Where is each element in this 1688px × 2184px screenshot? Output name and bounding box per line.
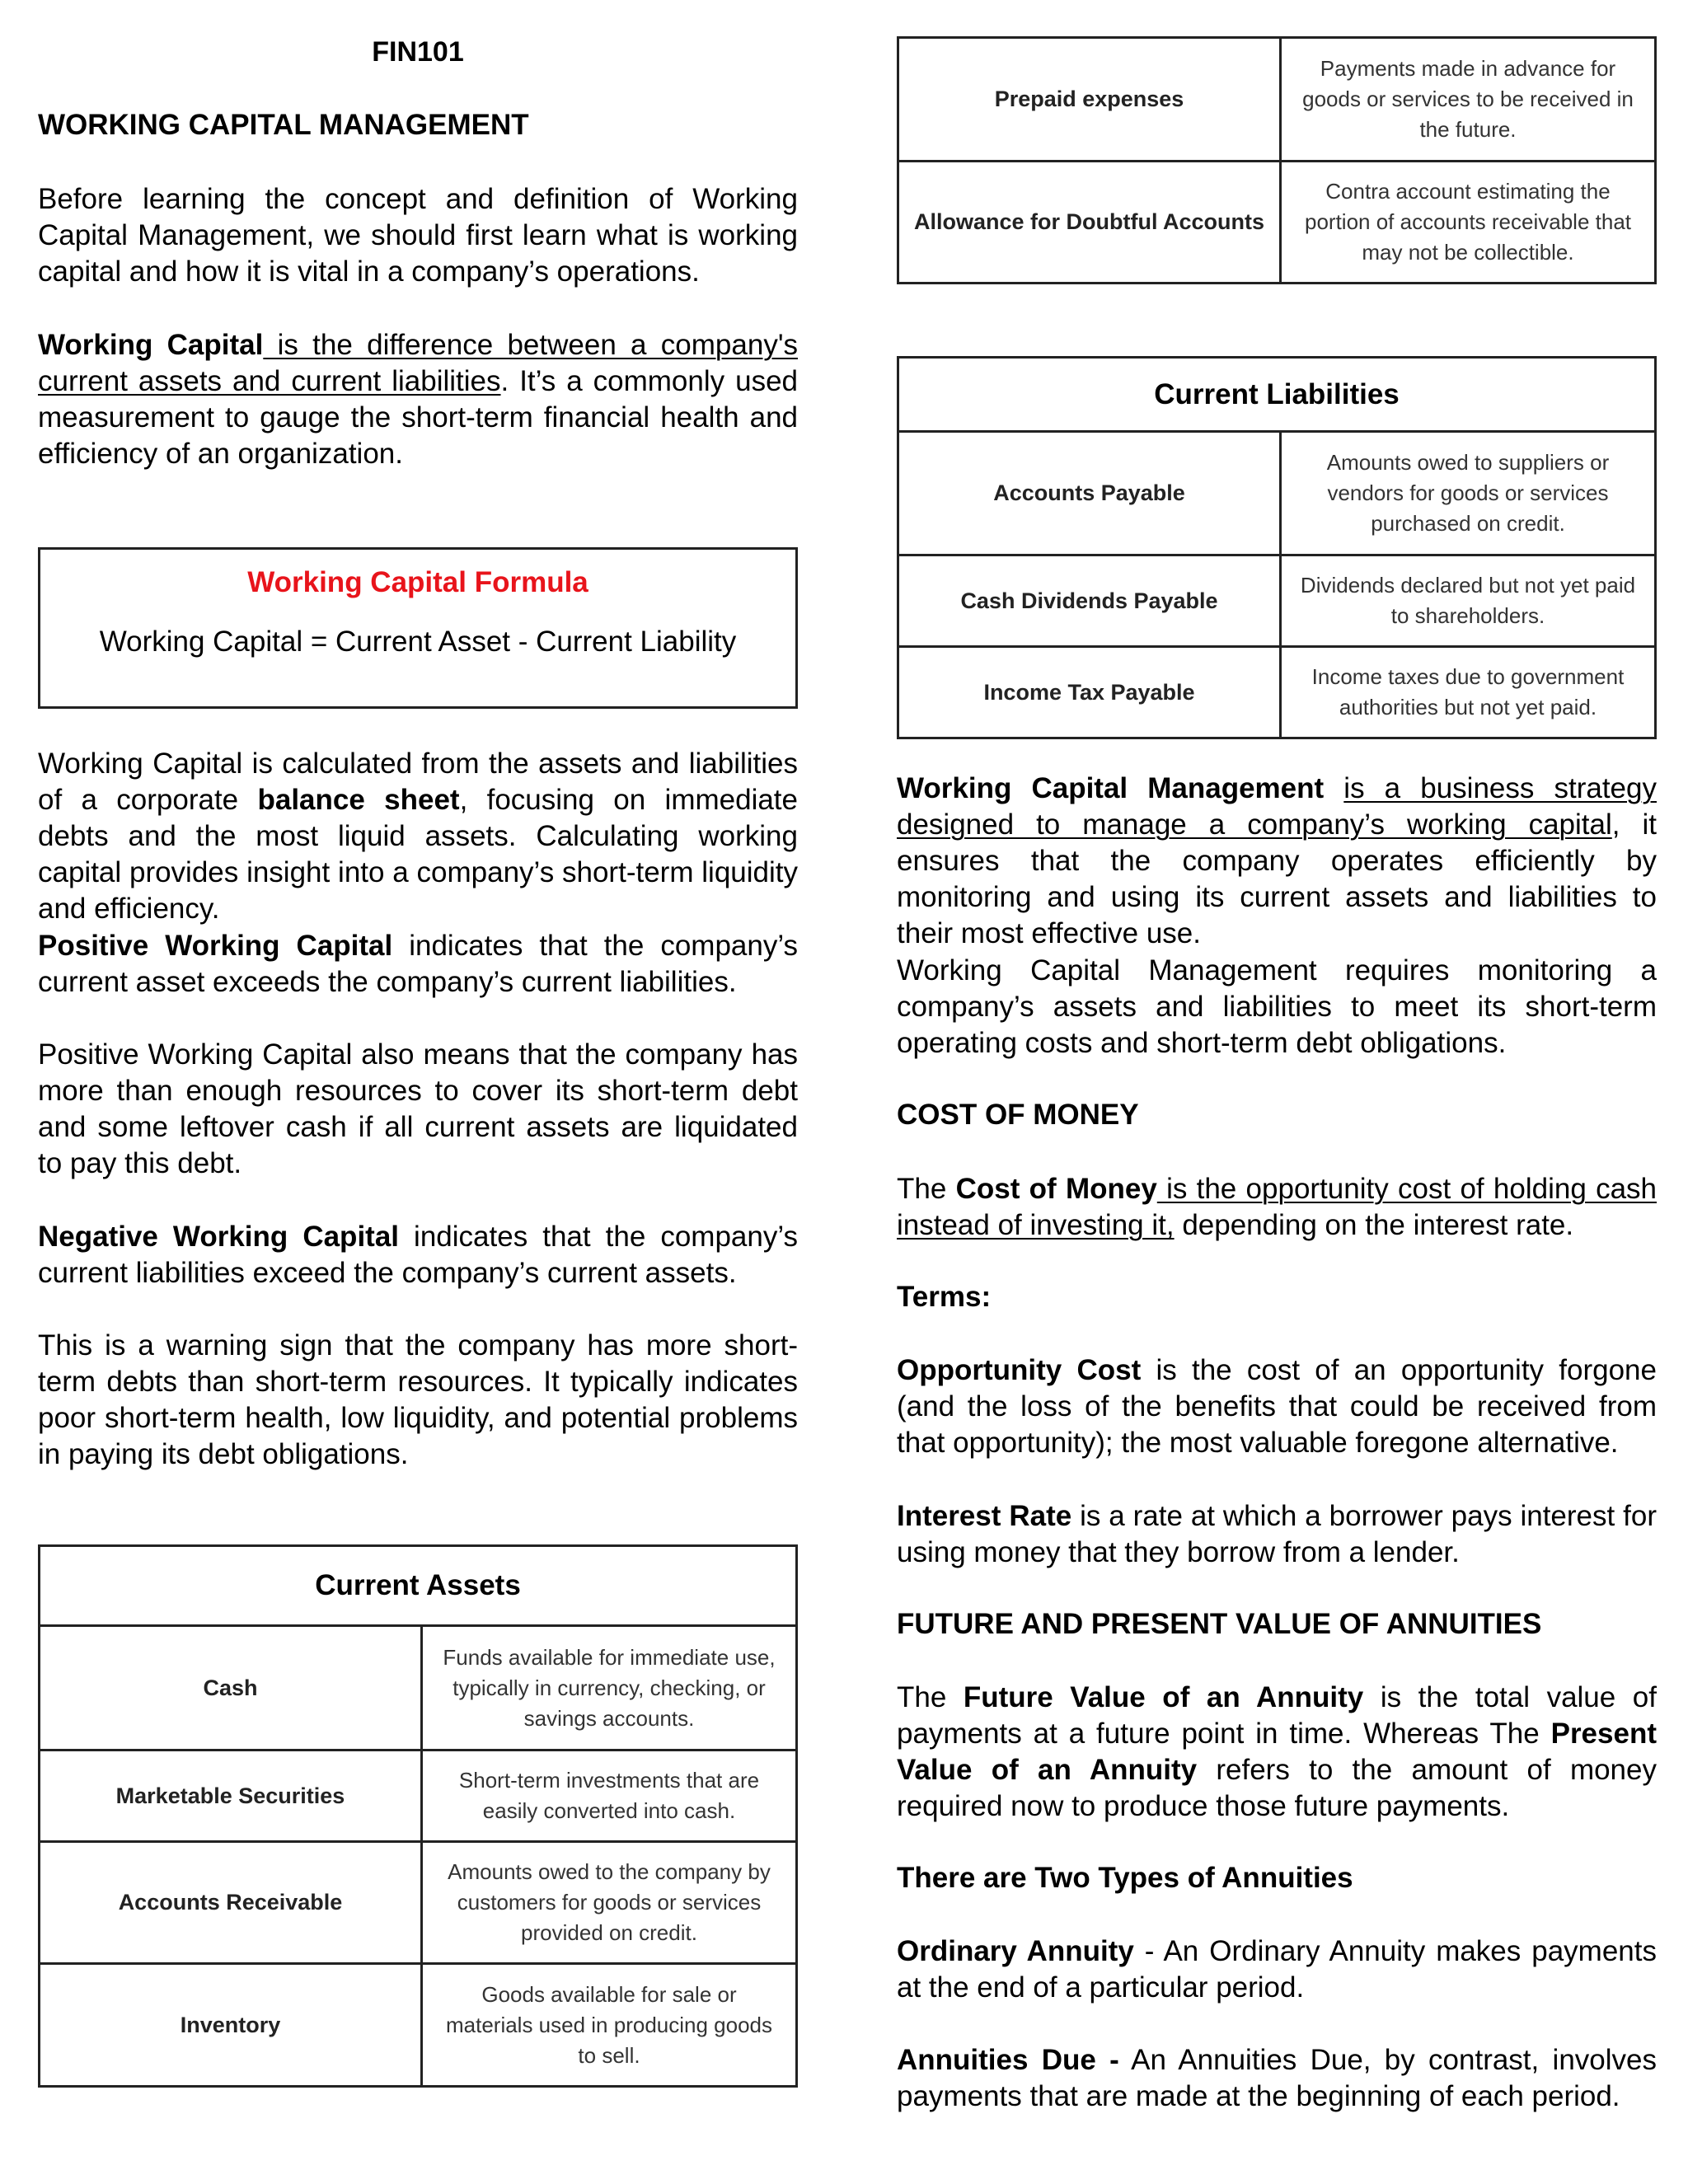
calc-text-before: Working Capital is calculated from the assets and liabilities of a corporate <box>38 748 798 816</box>
term-opportunity-cost: Opportunity Cost <box>897 1354 1142 1386</box>
cost-underlined: is the opportunity cost of holding cash instead of investing it, <box>897 1173 1657 1241</box>
intro-paragraph: Before learning the concept and definition of Working Capital Management, we should first learn what is working capital and how it is vital in a company’s operations. <box>38 183 798 288</box>
wcm-space <box>1324 772 1343 804</box>
working-capital-definition <box>38 327 798 472</box>
term-wcm: Working Capital Management <box>897 772 1325 804</box>
formula-title: Working Capital Formula <box>247 566 588 598</box>
positive-wc-paragraph <box>38 928 798 1001</box>
asset-term: Marketable Securities <box>40 1750 422 1842</box>
asset-description: Funds available for immediate use, typically in currency, checking, or savings accounts. <box>422 1626 797 1750</box>
term-interest-rate: Interest Rate <box>897 1500 1072 1532</box>
asset-description: Goods available for sale or materials used in producing goods to sell. <box>422 1964 797 2087</box>
cost-rest: depending on the interest rate. <box>1174 1209 1574 1241</box>
annuity-rest: refers to the amount of money required now to produce those future payments. <box>897 1754 1657 1822</box>
current-liabilities-heading: Current Liabilities <box>898 358 1656 432</box>
positive-wc-text: indicates that the company’s current asset exceeds the company’s current liabilities. <box>38 930 798 998</box>
term-future-value: Future Value of an Annuity <box>963 1681 1364 1713</box>
definition-underlined: is the difference between a company's current assets and current liabilities <box>38 329 799 397</box>
annuities-due-text: An Annuities Due, by contrast, involves payments that are made at the beginning of each period. <box>897 2044 1657 2112</box>
term-cost-of-money: Cost of Money <box>955 1173 1157 1205</box>
annuity-types-heading: There are Two Types of Annuities <box>897 1862 1353 1894</box>
interest-rate-paragraph <box>897 1498 1657 1571</box>
liability-term: Accounts Payable <box>898 432 1281 555</box>
term-ordinary-annuity: Ordinary Annuity <box>897 1935 1134 1967</box>
positive-wc-more: Positive Working Capital also means that the company has more than enough resources to cover its short-term debt and some leftover cash if all current assets are liquidated to pay this debt. <box>38 1038 798 1179</box>
annuities-due-paragraph <box>897 2042 1657 2115</box>
opportunity-cost-paragraph <box>897 1352 1657 1461</box>
annuity-pre: The <box>897 1681 964 1713</box>
liability-term: Cash Dividends Payable <box>898 555 1281 647</box>
table-row <box>898 555 1656 647</box>
annuity-mid: is the total value of payments at a future point in time. Whereas The <box>897 1681 1657 1750</box>
interest-rate-text: is a rate at which a borrower pays interest for using money that they borrow from a lender. <box>897 1500 1657 1568</box>
cost-of-money-definition <box>897 1171 1657 1244</box>
table-row <box>898 162 1656 284</box>
term-balance-sheet: balance sheet <box>257 784 460 816</box>
current-assets-table <box>38 1544 798 2088</box>
negative-wc-text: indicates that the company’s current liabilities exceed the company’s current assets. <box>38 1221 798 1289</box>
asset-term: Cash <box>40 1626 422 1750</box>
table-header-row <box>40 1546 797 1626</box>
term-working-capital: Working Capital <box>38 329 264 361</box>
wcm-definition <box>897 771 1657 952</box>
table-row <box>40 1626 797 1750</box>
calc-text-after: , focusing on immediate debts and the most liquid assets. Calculating working capital provides insight into a company’s short-term liquidity and efficiency. <box>38 784 798 925</box>
asset-description: Short-term investments that are easily converted into cash. <box>422 1750 797 1842</box>
table-row <box>40 1964 797 2087</box>
ordinary-annuity-text: - An Ordinary Annuity makes payments at the end of a particular period. <box>897 1935 1657 2004</box>
wcm-more: Working Capital Management requires monitoring a company’s assets and liabilities to meet its short-term operating costs and short-term debt obligations. <box>897 954 1657 1059</box>
term-annuities-due: Annuities Due - <box>897 2044 1119 2076</box>
current-assets-table-continued <box>897 36 1657 284</box>
term-negative-wc: Negative Working Capital <box>38 1221 400 1253</box>
asset-term: Accounts Receivable <box>40 1842 422 1964</box>
term-present-value: Present Value of an Annuity <box>897 1718 1657 1786</box>
table-row <box>898 647 1656 738</box>
table-header-row <box>898 358 1656 432</box>
ordinary-annuity-paragraph <box>897 1933 1657 2006</box>
asset-term: Allowance for Doubtful Accounts <box>898 162 1281 284</box>
asset-description: Contra account estimating the portion of accounts receivable that may not be collectible. <box>1281 162 1656 284</box>
cost-pre: The <box>897 1173 956 1205</box>
current-liabilities-table <box>897 356 1657 739</box>
asset-term: Inventory <box>40 1964 422 2087</box>
table-row <box>898 432 1656 555</box>
table-row <box>898 38 1656 162</box>
liability-description: Dividends declared but not yet paid to shareholders. <box>1281 555 1656 647</box>
liability-description: Amounts owed to suppliers or vendors for goods or services purchased on credit. <box>1281 432 1656 555</box>
wcm-underlined: is a business strategy designed to manage a company’s working capital <box>897 772 1657 841</box>
table-row <box>40 1750 797 1842</box>
asset-description: Amounts owed to the company by customers for goods or services provided on credit. <box>422 1842 797 1964</box>
term-positive-wc: Positive Working Capital <box>38 930 393 962</box>
negative-wc-paragraph <box>38 1219 798 1291</box>
calculation-paragraph <box>38 746 798 927</box>
asset-description: Payments made in advance for goods or services to be received in the future. <box>1281 38 1656 162</box>
liability-description: Income taxes due to government authorities but not yet paid. <box>1281 647 1656 738</box>
formula-body: Working Capital = Current Asset - Current Liability <box>99 626 737 658</box>
opportunity-cost-text: is the cost of an opportunity forgone (and the loss of the benefits that could be received from that opportunity); the most valuable foregone alternative. <box>897 1354 1657 1459</box>
cost-of-money-heading: COST OF MONEY <box>897 1099 1139 1131</box>
table-row <box>40 1842 797 1964</box>
formula-box <box>38 547 798 709</box>
wcm-rest: , it ensures that the company operates efficiently by monitoring and using its current assets and liabilities to their most effective use. <box>897 808 1658 949</box>
annuity-definition <box>897 1680 1657 1825</box>
definition-rest: . It’s a commonly used measurement to gauge the short-term financial health and efficiency of an organization. <box>38 365 798 470</box>
current-assets-heading: Current Assets <box>40 1546 797 1626</box>
course-code: FIN101 <box>372 36 464 68</box>
page-title: WORKING CAPITAL MANAGEMENT <box>38 109 529 141</box>
annuities-heading: FUTURE AND PRESENT VALUE OF ANNUITIES <box>897 1608 1542 1640</box>
asset-term: Prepaid expenses <box>898 38 1281 162</box>
negative-wc-more: This is a warning sign that the company has more short-term debts than short-term resources. It typically indicates poor short-term health, low liquidity, and potential problems in paying its debt obligations. <box>38 1329 798 1470</box>
liability-term: Income Tax Payable <box>898 647 1281 738</box>
terms-heading: Terms: <box>897 1281 992 1313</box>
